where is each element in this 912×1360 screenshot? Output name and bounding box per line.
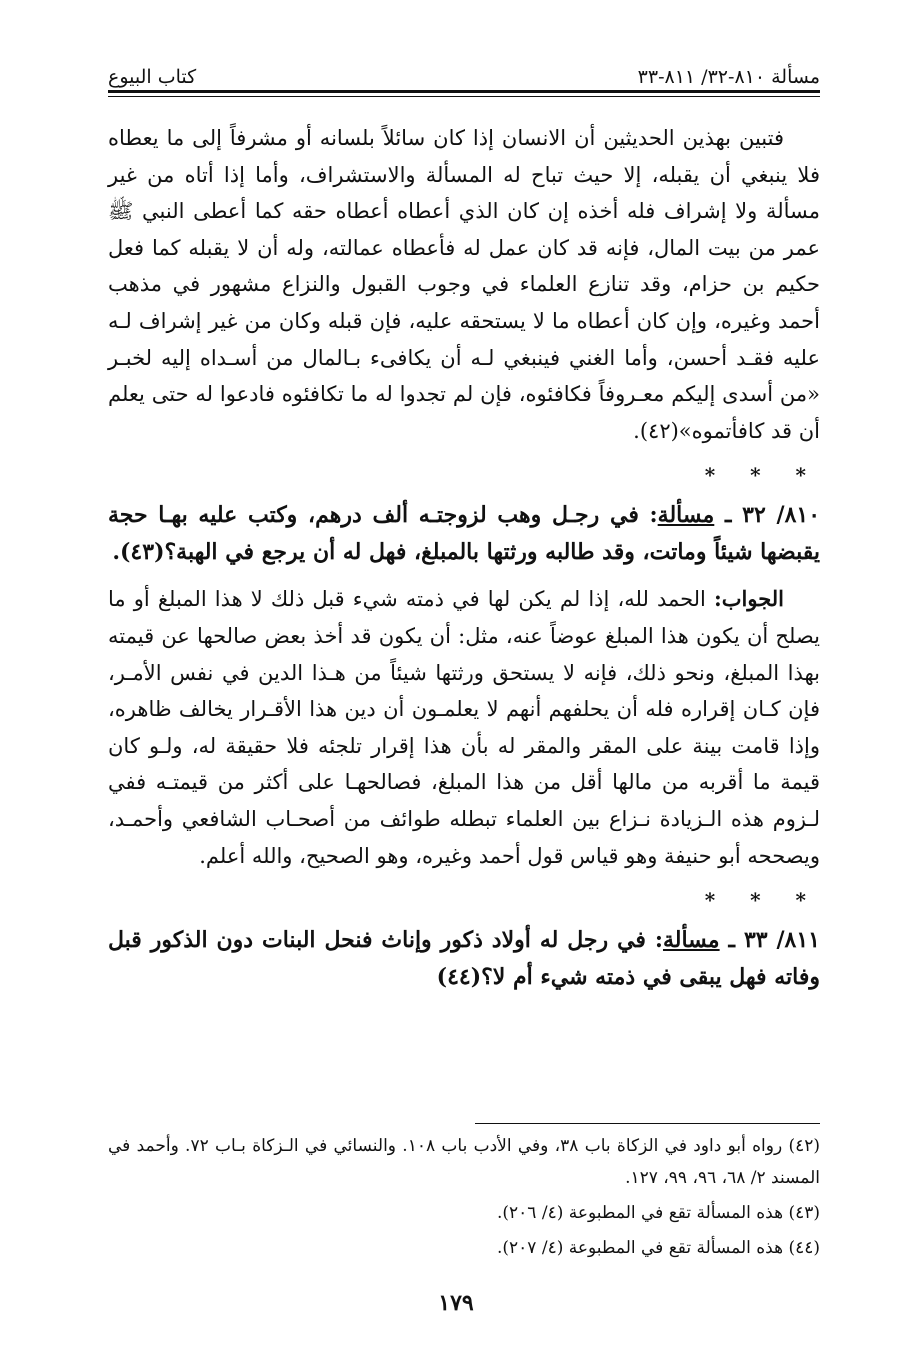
answer-32-text: الحمد لله، إذا لم يكن لها في ذمته شيء قبل ذلك لا هذا المبلغ أو ما يصلح أن يكون هذا المبلغ عوضاً عنه، مثل: أن يكون قد أخذ بعض صالحها عن قيمته بهذا المبلغ، ونحو ذلك، فإنه لا يستحق ورثتها شيئاً من هـذا الدين في نفس الأمـر، فإن كـان إقراره فله أن يحلفهم أنهم لا يعلمـون أن دين هذا الأقـرار يخالف ظاهره، وإذا قامت بينة على المقر والمقر له بأن هذا إقرار تلجئه فلا حقيقة له، ولـو كان قيمة ما أقربه من مالها أقل من هذا المبلغ، فصالحهـا على أكثر من قيمتـه ففي لـزوم هذه الـزيادة نـزاع بين العلماء تبطله طوائف من أصحـاب الشافعي وأحمـد، ويصححه أبو حنيفة وهو قياس قول أحمد وغيره، وهو الصحيح، والله أعلم. (108, 587, 820, 868)
issue-32-number: ٨١٠/ ٣٢ ـ (725, 502, 821, 529)
section-separator: * * * (704, 888, 820, 913)
issue-33-text: : في رجل له أولاد ذكور وإناث فنحل البنات دون الذكور قبل وفاته فهل يبقى في ذمته شيء أم لا؟(٤٤) (108, 927, 820, 991)
issue-32-text: : في رجـل وهب لزوجتـه ألف درهم، وكتب عليه بهـا حجة يقبضها شيئاً وماتت، وقد طالبه ورثتها بالمبلغ، فهل له أن يرجع في الهبة؟(٤٣). (108, 502, 820, 566)
issue-33-number: ٨١١/ ٣٣ ـ (728, 927, 820, 954)
header-rule-thick (108, 90, 820, 93)
page-number: ١٧٩ (438, 1290, 474, 1316)
issue-33-label: مسألة (662, 927, 720, 954)
header-issue-range: مسألة ٨١٠-٣٢/ ٨١١-٣٣ (637, 66, 820, 88)
footnote-44: (٤٤) هذه المسألة تقع في المطبوعة (٤/ ٢٠٧). (496, 1238, 820, 1258)
issue-32-label: مسألة (657, 502, 715, 529)
issue-32-heading (108, 497, 820, 571)
section-separator: * * * (704, 463, 820, 488)
answer-32-paragraph (108, 581, 820, 874)
intro-paragraph: فتبين بهذين الحديثين أن الانسان إذا كان سائلاً بلسانه أو مشرفاً إلى ما يعطاه فلا ينبغي أن يقبله، إلا حيث تباح له المسألة والاستشراف، وأما إذا أتاه من غير مسألة ولا إشراف فله أخذه إن كان الذي أعطاه أعطاه حقه كما أعطى النبي ﷺ عمر من بيت المال، فإنه قد كان عمل له فأعطاه عمالته، وله أن لا يقبله كما فعل حكيم بن حزام، وقد تنازع العلماء في وجوب القبول والنزاع مشهور في مذهب أحمد وغيره، وإن كان أعطاه ما لا يستحقه عليه، فإن قبله وكان من غير إشراف لـه عليه فقـد أحسن، وأما الغني فينبغي لـه أن يكافىء بـالمال من أسـداه إليه لخبـر «من أسدى إليكم معـروفاً فكافئوه، فإن لم تجدوا له ما تكافئوه فادعوا له حتى يعلم أن قد كافأتموه»(٤٢). (108, 126, 820, 443)
answer-label: الجواب: (714, 586, 784, 612)
running-header (108, 48, 820, 88)
footnote-43: (٤٣) هذه المسألة تقع في المطبوعة (٤/ ٢٠٦). (496, 1203, 820, 1223)
footnotes (108, 1130, 820, 1264)
issue-33-heading (108, 922, 820, 996)
footnote-42: (٤٢) رواه أبو داود في الزكاة باب ٣٨، وفي الأدب باب ١٠٨. والنسائي في الـزكاة بـاب ٧٢. وأحمد في المسند ٢/ ٦٨، ٩٦، ٩٩، ١٢٧. (108, 1136, 820, 1188)
main-text (108, 120, 820, 996)
header-book-title: كتاب البيوع (108, 66, 197, 88)
footnote-rule (475, 1123, 820, 1124)
header-rule-thin (108, 96, 820, 97)
